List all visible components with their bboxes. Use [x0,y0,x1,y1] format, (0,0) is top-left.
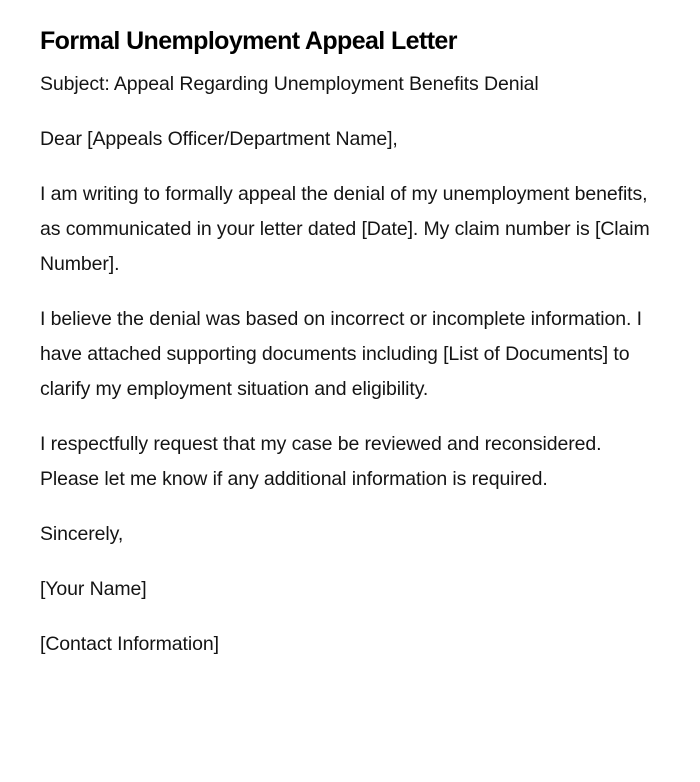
signature-name: [Your Name] [40,578,147,600]
letter-document [40,24,650,682]
closing: Sincerely, [40,523,124,545]
salutation: Dear [Appeals Officer/Department Name], [40,128,398,150]
body-paragraph-2: I believe the denial was based on incorrect or incomplete information. I have attached supporting documents including [List of Documents] to clarify my employment situation and eligibility. [40,308,642,400]
document-title: Formal Unemployment Appeal Letter [40,27,457,55]
subject-line: Subject: Appeal Regarding Unemployment Benefits Denial [40,73,539,95]
body-paragraph-3: I respectfully request that my case be reviewed and reconsidered. Please let me know if any additional information is required. [40,433,602,490]
signature-contact: [Contact Information] [40,633,219,655]
body-paragraph-1: I am writing to formally appeal the denial of my unemployment benefits, as communicated in your letter dated [Date]. My claim number is [Claim Number]. [40,183,650,275]
